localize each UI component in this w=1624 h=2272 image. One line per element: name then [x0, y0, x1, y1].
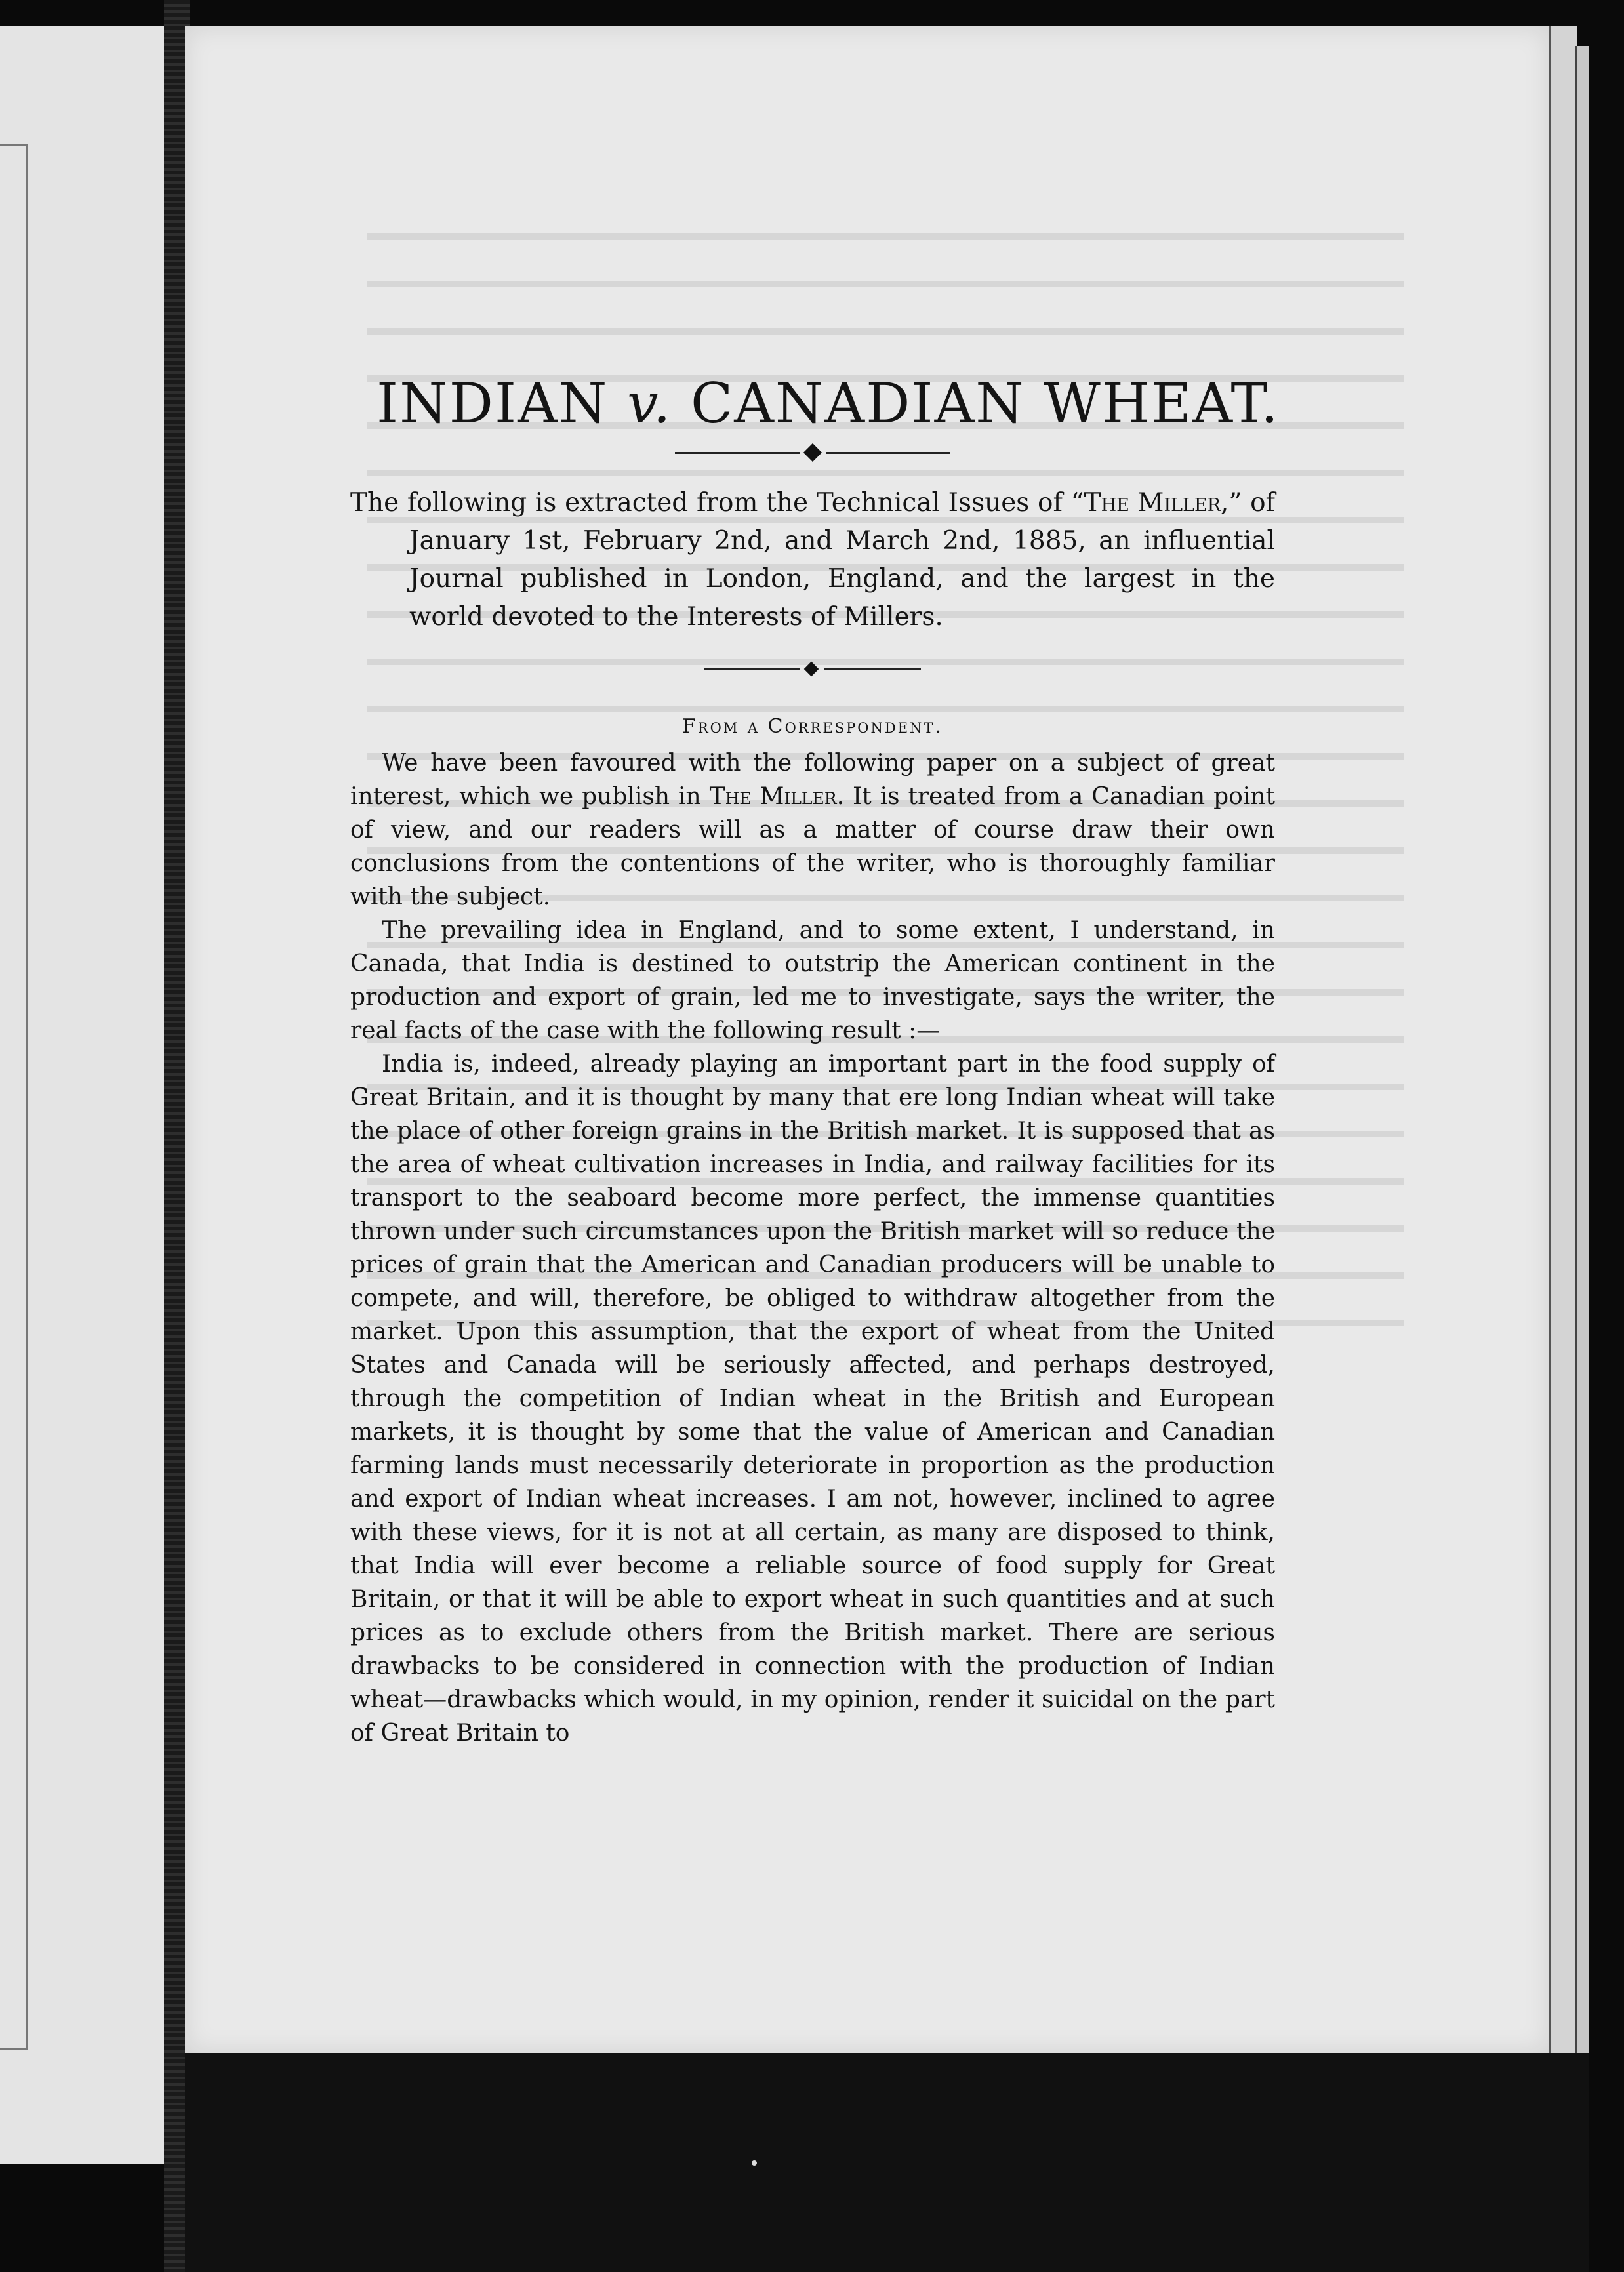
intro-ornament-rule [704, 659, 921, 681]
paragraph-1 [350, 746, 1275, 914]
scan-background [185, 2053, 1589, 2272]
intro-text-2: ,” of January 1st, February 2nd, and March 2nd, 1885, an influential Journal published in London, England, and the largest in the world devoted to the Interests of Millers. [409, 488, 1275, 632]
page-edge-back [1575, 46, 1589, 2053]
intro-text-1: The following is extracted from the Technical Issues of “ [350, 488, 1084, 517]
diamond-ornament-icon [803, 443, 822, 462]
paragraph-1-journal-name: The Miller [709, 783, 837, 810]
title-ornament-rule [675, 442, 950, 464]
title-part-2: CANADIAN WHEAT. [690, 371, 1280, 436]
intro-paragraph [350, 484, 1275, 636]
paragraph-1-text-a: We have been favoured with the following paper on a subject of great interest, which we publish in [350, 750, 1275, 810]
paragraph-1-text-b: . It is treated from a Canadian point of view, and our readers will as a matter of course draw their own conclusions from the contentions of the writer, who is thoroughly familiar with the subject. [350, 783, 1275, 910]
left-facing-page [0, 26, 168, 2164]
left-page-edge [0, 144, 28, 2050]
paragraph-3: India is, indeed, already playing an important part in the food supply of Great Britain, and it is thought by many that ere long Indian wheat will take the place of other foreign grains in the British market. It is supposed that as the area of wheat cultivation increases in India, and railway facilities for its transport to the seaboard become more perfect, the immense quantities thrown under such circumstances upon the British market will so reduce the prices of grain that the American and Canadian producers will be unable to compete, and will, therefore, be obliged to withdraw altogether from the market. Upon this assumption, that the export of wheat from the United States and Canada will be seriously affected, and perhaps destroyed, through the competition of Indian wheat in the British and European markets, it is thought by some that the value of American and Canadian farming lands must necessarily deteriorate in proportion as the production and export of Indian wheat increases. I am not, however, inclined to agree with these views, for it is not at all certain, as many are disposed to think, that India will ever become a reliable source of food supply for Great Britain, or that it will be able to export wheat in such quantities and at such prices as to exclude others from the British market. There are serious drawbacks to be considered in connection with the production of Indian wheat—drawbacks which would, in my opinion, render it suicidal on the part of Great Britain to [350, 1051, 1275, 1747]
section-heading: From a Correspondent. [682, 715, 943, 738]
page-edge [1549, 26, 1577, 2053]
article [350, 367, 1280, 1750]
article-title [376, 367, 1280, 439]
title-connector: v. [627, 371, 672, 436]
paragraph-2: The prevailing idea in England, and to some extent, I understand, in Canada, that India is destined to outstrip the American continent in the production and export of grain, led me to investigate, says the writer, the real facts of the case with the following result :— [350, 917, 1275, 1044]
title-part-1: INDIAN [376, 371, 609, 436]
scan-speck [752, 2160, 757, 2166]
diamond-ornament-icon [804, 662, 819, 677]
intro-journal-name: The Miller [1084, 488, 1221, 517]
